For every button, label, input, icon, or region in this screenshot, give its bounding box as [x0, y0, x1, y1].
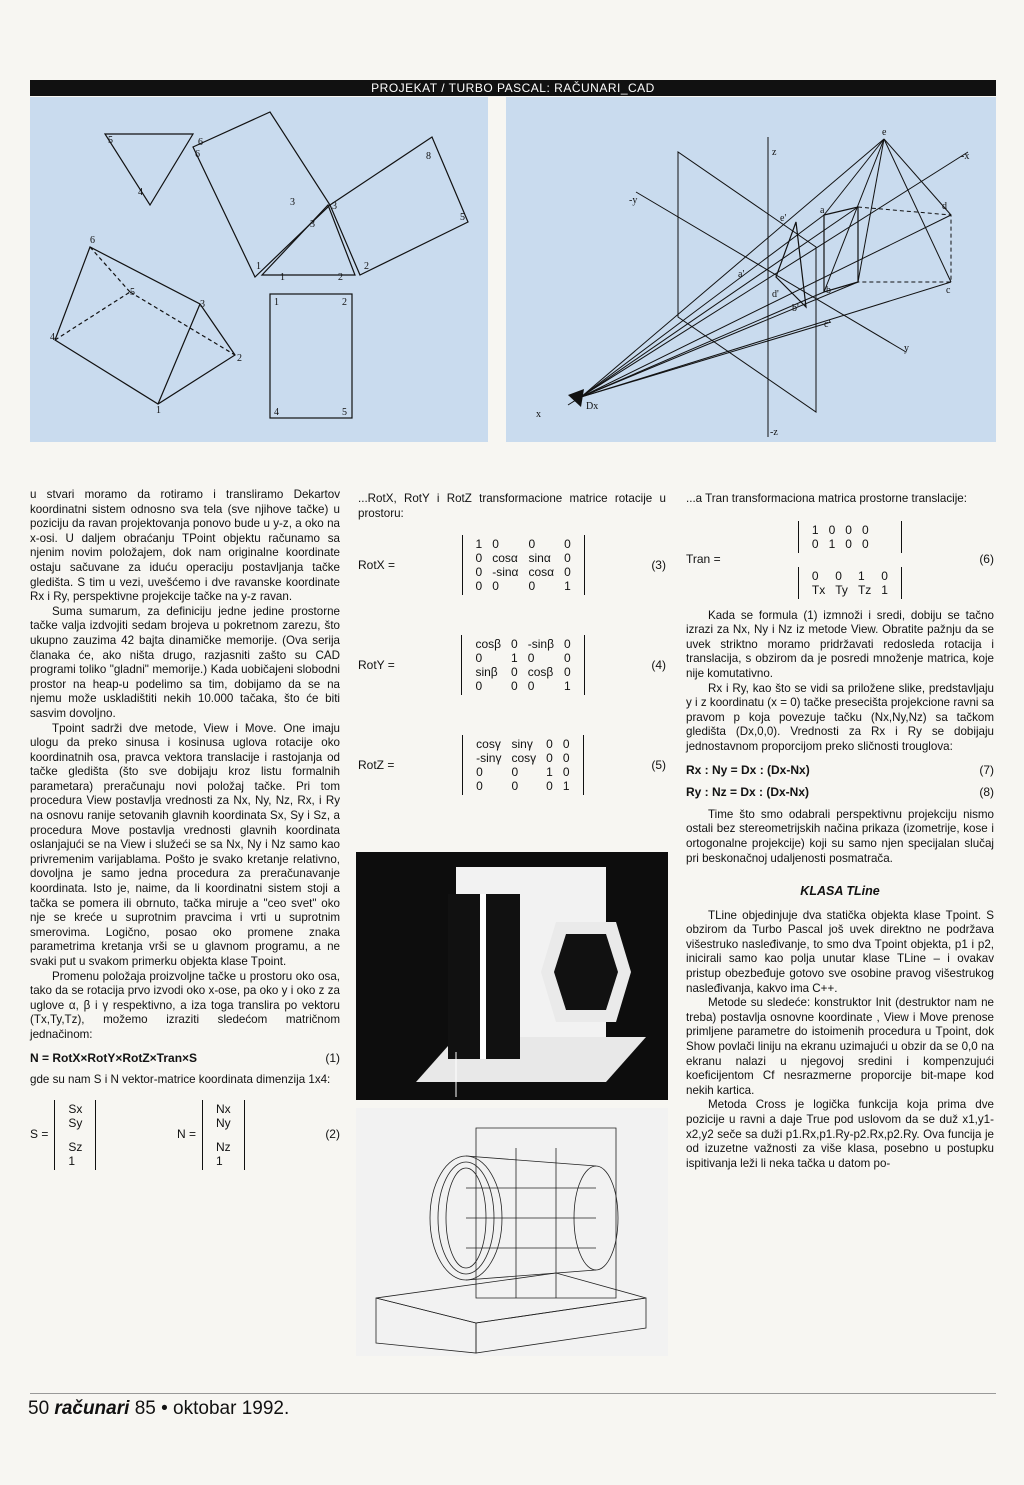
matrix-cell: cosβ: [527, 665, 554, 680]
matrix-cell: 0: [476, 765, 483, 780]
fig1-label: 4: [274, 407, 279, 418]
fig2-label: z: [772, 147, 777, 158]
matrix-cell: 0: [563, 637, 571, 652]
fig2-label: x: [536, 409, 541, 420]
matrix-cell: 0: [564, 565, 571, 580]
matrix-label: S =: [30, 1127, 49, 1142]
matrix-cell: 0: [562, 765, 570, 780]
prism-outline: [55, 247, 235, 404]
matrix-cell: 0: [511, 779, 519, 794]
fig1-label: 8: [426, 151, 431, 162]
matrix-cell: 0: [511, 679, 518, 694]
paragraph: Rx i Ry, kao što se vidi sa priložene slike, predstavljaju y i z koordinatu (x = 0) tačke presecišta projekcione ravni sa pravom p koja povezuje tačku (Nx,Ny,Nz) sa tačkom gledišta (Dx,0,0). Vrednosti za Rx i Ry se dobijaju jednostavnom proporcijom preko sličnosti trouglova:: [686, 681, 994, 753]
matrix-cell: 0: [511, 637, 518, 652]
fig1-label: 4: [138, 187, 143, 198]
fig1-label: 1: [280, 272, 285, 283]
equation-number: (5): [651, 757, 666, 772]
fig1-label: 3: [290, 197, 295, 208]
matrix-cell: cosγ: [511, 751, 537, 766]
paragraph: gde su nam S i N vektor-matrice koordinata dimenzija 1x4:: [30, 1073, 331, 1087]
equation-1: [30, 1051, 340, 1066]
fig2-label: b': [792, 303, 799, 314]
paragraph: Suma sumarum, za definiciju jedne jedine prostorne tačke valja izdvojiti sedam brojeva u pokretnom zarezu, što ukupno zauzima 42 bajta dinamičke memorije. (Ova serija članaka će, ako ništa drugo, razjasniti zašto su CAD programi toliko "gladni" memorije.) Kada uobičajeni slobodni prostor na heap-u podelimo sa tim, dobijamo da se na njemu može uskladištiti nekih 10.000 tačaka, što će biti sasvim dovoljno.: [30, 604, 340, 720]
matrix-cell: 1: [216, 1153, 223, 1168]
matrix-cell: 1: [562, 779, 570, 794]
matrix-cell: 0: [811, 536, 819, 551]
fig1-label: 6: [90, 235, 95, 246]
matrix-cell: Nz: [216, 1139, 231, 1154]
fig1-label: 2: [338, 272, 343, 283]
matrix-cell: 1: [68, 1153, 76, 1168]
column-1: [30, 488, 340, 1178]
matrix-cell: 0: [845, 536, 852, 551]
matrix-cell: Tz: [857, 582, 872, 597]
paragraph: ...a Tran transformaciona matrica prostorne translacije:: [686, 492, 967, 505]
matrix-cell: sinβ: [475, 665, 498, 680]
fig1-label: 5: [460, 212, 465, 223]
equation-number: (7): [979, 762, 994, 777]
matrix-cell: 0: [546, 751, 553, 766]
matrix-cell: 0: [546, 779, 553, 794]
fig1-label: 6: [198, 137, 203, 148]
matrix-cell: 1: [828, 536, 836, 551]
fig1-label: 5: [342, 407, 347, 418]
matrix-cell: Nx: [216, 1101, 231, 1116]
rectangle-bottom: [270, 294, 352, 418]
matrix-rotz: [462, 735, 583, 795]
matrix-cell: 0: [861, 522, 869, 537]
section-heading: KLASA TLine: [800, 884, 880, 899]
matrix-tran-bottom: [798, 567, 902, 599]
paragraph: ...RotX, RotY i RotZ transformacione matrice rotacije u prostoru:: [358, 492, 666, 520]
matrix-cell: 0: [527, 679, 535, 694]
fig2-label: a: [820, 205, 825, 216]
fig2-label: d: [942, 201, 947, 212]
fig1-label: 3: [310, 219, 315, 230]
paragraph: Time što smo odabrali perspektivnu projekciju nismo ostali bez stereometrijskih načina prikaza (izometrije, kose i ortogonalne projekcije) koji su samo njen specijalan slučaj pri beskonačnoj udaljenosti posmatrača.: [686, 807, 994, 865]
matrix-cell: 1: [881, 582, 888, 597]
matrix-cell: Sz: [68, 1139, 83, 1154]
matrix-cell: 0: [476, 779, 483, 794]
paragraph: u stvari moramo da rotiramo i transliramo Dekartov koordinatni sistem odnosno sva tela (sve njihove tačke) u poziciju da ravan projektovanja ponovo bude u y-z, a oko na x-osi. U daljem obraćanju TPoint objektu računamo sa njenim novim položajem, dok nam originalne koordinate ostaju sačuvane za iduću operaciju postavljanja tačke gledišta. S tim u vezi, uvešćemo i dve ravanske koordinate Rx i Ry, perspektivne projekcije tačke na y-z ravan.: [30, 488, 340, 604]
running-header: PROJEKAT / TURBO PASCAL: RAČUNARI_CAD: [30, 80, 996, 96]
fig1-label: 2: [237, 353, 242, 364]
issue-number: 85: [134, 1398, 156, 1419]
matrix-cell: 0: [861, 536, 869, 551]
matrix-cell: 1: [511, 651, 518, 666]
footer-rule: [30, 1393, 996, 1394]
matrix-cell: cosβ: [475, 637, 502, 652]
matrix-cell: Ty: [835, 582, 848, 597]
equation-4: [358, 635, 666, 695]
triangle-middle: [262, 205, 355, 275]
unfolded-prism-drawing: [30, 97, 488, 442]
fig2-label: Dx: [586, 401, 599, 412]
page-footer: [28, 1398, 289, 1420]
matrix-cell: -sinγ: [476, 751, 502, 766]
fig1-label: 6: [195, 149, 200, 160]
fig2-label: y: [904, 343, 909, 354]
matrix-cell: 0: [563, 665, 571, 680]
equation-3: [358, 535, 666, 595]
matrix-cell: 1: [564, 579, 571, 594]
matrix-cell: -sinα: [492, 565, 519, 580]
paragraph: Kada se formula (1) izmnoži i sredi, dobiju se tačno izrazi za Nx, Ny i Nz iz metode View. Obratite pažnju da se uvek striktno moramo pridržavati redosleda rotacija i translacija, s obzirom da je posredi množenje matrica, koje nije komutativno.: [686, 608, 994, 680]
matrix-cell: 0: [528, 579, 536, 594]
matrix-label: RotX =: [358, 557, 396, 572]
matrix-label: RotY =: [358, 657, 395, 672]
matrix-cell: 0: [475, 651, 483, 666]
fig1-label: 1: [156, 405, 161, 416]
equation-text: N = RotX×RotY×RotZ×Tran×S: [30, 1050, 198, 1065]
matrix-cell: 0: [475, 679, 483, 694]
equation-number: (8): [979, 785, 994, 800]
fig2-label: e: [882, 127, 887, 138]
equation-number: (4): [651, 657, 666, 672]
page-number: 50: [28, 1398, 50, 1419]
matrix-cell: cosα: [492, 551, 518, 566]
equation-6: [686, 521, 994, 599]
matrix-cell: 0: [845, 522, 852, 537]
matrix-S: [54, 1100, 96, 1170]
matrix-cell: 0: [881, 568, 888, 583]
column-2: [358, 492, 666, 803]
matrix-cell: 1: [857, 568, 865, 583]
fig1-label: 5: [130, 287, 135, 298]
matrix-roty: [461, 635, 584, 695]
matrix-cell: 1: [546, 765, 553, 780]
matrix-N: [202, 1100, 245, 1170]
matrix-cell: 0: [564, 551, 571, 566]
fig1-label: 1: [256, 261, 261, 272]
matrix-cell: 0: [562, 737, 570, 752]
matrix-cell: 0: [835, 568, 842, 583]
figure-perspective-projection: [506, 97, 996, 442]
matrix-cell: 0: [475, 551, 483, 566]
matrix-cell: 0: [562, 751, 570, 766]
matrix-label: N =: [177, 1127, 197, 1142]
paragraph: Promenu položaja proizvoljne tačke u prostoru oko osa, tako da se rotacija prvo izvodi oko x-ose, pa oko y i oko z za uglove α, β i γ respektivno, a iza toga translira po vektoru (Tx,Ty,Tz), možemo izraziti sledećom matričnom jednačinom:: [30, 969, 340, 1041]
fig1-label: 5: [108, 135, 113, 146]
matrix-label: RotZ =: [358, 757, 395, 772]
fig2-label: d': [772, 289, 779, 300]
figure-unfolded-prism: [30, 97, 488, 442]
matrix-cell: sinγ: [511, 737, 533, 752]
fig1-label: 1: [274, 297, 279, 308]
rendered-solid-image: [356, 852, 668, 1100]
equation-number: (1): [325, 1050, 340, 1065]
fig2-label: -x: [961, 151, 970, 162]
fig1-label: 4: [50, 332, 55, 343]
magazine-name: računari: [54, 1398, 130, 1419]
fig2-label: c: [946, 285, 951, 296]
fig2-label: b: [826, 285, 831, 296]
matrix-cell: Ny: [216, 1115, 231, 1130]
matrix-cell: -sinβ: [527, 637, 554, 652]
matrix-cell: 0: [492, 537, 499, 552]
paragraph: Tpoint sadrži dve metode, View i Move. One imaju ulogu da preko sinusa i kosinusa uglova rotacije oko koordinatnih osa, pravca vektora translacije i rastojanja od tačke gledišta (što sve dobijaju kroz listu formalnih parametara) preračunaju novi položaj tačke. Pri tom procedura View postavlja vrednosti za Nx, Ny, Nz, Rx, i Ry na osnovu ranije setovanih glavnih koordinata Sx, Sy i Sz, a procedura Move postavlja vrednosti glavnih koordinata oslanjajući se na View i služeći se sa Nx, Ny i Nz samo kao privremenim varijablama. Pošto je svako kretanje relativno, dovoljna je samo jedna procedura za preračunavanje koordinata. Isto je, naime, da li koordinatni sistem stoji a tačka se pomera ili obrnuto, tačka miruje a "ceo svet" oko nje se kreće u suprotnim pravcima i vrti u suprotnim smerovima. Logično, posao oko promene znaka parametrima kretanja vrši se u glavnom programu, a ne svaki put u svakom primerku objekta klase Tpoint.: [30, 721, 340, 968]
matrix-cell: 0: [511, 665, 518, 680]
matrix-rotx: [462, 535, 585, 595]
equation-text: Ry : Nz = Dx : (Dx-Nx): [686, 785, 810, 800]
equation-8: [686, 785, 994, 800]
matrix-cell: cosα: [528, 565, 555, 580]
matrix-label: Tran =: [686, 552, 721, 567]
matrix-cell: 0: [528, 537, 536, 552]
triangle-top-left: [105, 134, 193, 205]
matrix-cell: 0: [475, 565, 483, 580]
matrix-tran-top: [798, 521, 902, 553]
fig2-label: -z: [770, 427, 778, 438]
bullet: •: [161, 1398, 168, 1419]
matrix-cell: 1: [811, 522, 819, 537]
matrix-cell: 0: [563, 651, 571, 666]
equation-number: (2): [325, 1127, 340, 1142]
matrix-cell: 0: [511, 765, 519, 780]
matrix-cell: 0: [564, 537, 571, 552]
equation-text: Rx : Ny = Dx : (Dx-Nx): [686, 762, 810, 777]
matrix-cell: 0: [546, 737, 553, 752]
equation-number: (6): [979, 552, 994, 567]
equation-7: [686, 763, 994, 778]
paragraph: Metode su sledeće: konstruktor Init (destruktor nam ne treba) postavlja osnovne koordinate , View i Move prenose primljene parametre do istoimenih procedura u Tpoint, dok Show povlači liniju na ekranu uzimajući u obzir da se 0,0 na ekranu nalazi u njegovoj sredini i kompenzujući koeficijentom Cf nesrazmerne proporcije bit-mape kod nekih kartica.: [686, 996, 994, 1097]
matrix-cell: Sx: [68, 1101, 83, 1116]
issue-date: oktobar 1992.: [173, 1398, 290, 1419]
fig1-label: 3: [200, 299, 205, 310]
matrix-cell: sinα: [528, 551, 551, 566]
fig1-label: 2: [364, 261, 369, 272]
paragraph: Metoda Cross je logička funkcija koja prima dve pozicije u ravni a daje True pod uslovom da se duž x1,y1-x2,y2 seče sa duži p1.Rx,p1.Ry-p2.Rx,p2.Ry. Ova funcija je od izuzetne važnosti za više klasa, posebno u postupku ispitivanja leži li neka tačka u datom po-: [686, 1098, 994, 1170]
matrix-cell: 1: [563, 679, 571, 694]
matrix-cell: Sy: [68, 1115, 83, 1130]
quad-left: [193, 112, 330, 277]
matrix-cell: Tx: [811, 582, 826, 597]
fig2-label: a': [738, 269, 745, 280]
fig1-label: 2: [342, 297, 347, 308]
fig2-label: e': [780, 213, 787, 224]
perspective-drawing: [506, 97, 996, 442]
matrix-cell: 1: [475, 537, 483, 552]
equation-5: [358, 735, 666, 795]
matrix-cell: 0: [527, 651, 535, 666]
equation-2: [30, 1100, 340, 1170]
fig2-label: -y: [629, 195, 638, 206]
quad-right: [330, 137, 468, 275]
fig2-label: c': [824, 319, 831, 330]
column-3: [686, 492, 994, 1171]
eye-icon: [568, 389, 584, 407]
projection-plane: [678, 152, 816, 412]
fig1-label: 3: [332, 201, 337, 212]
wireframe-solid-image: [356, 1108, 668, 1356]
matrix-cell: cosγ: [476, 737, 501, 752]
matrix-cell: 0: [828, 522, 836, 537]
matrix-cell: 0: [475, 579, 483, 594]
equation-number: (3): [651, 557, 666, 572]
matrix-cell: 0: [811, 568, 819, 583]
paragraph: TLine objedinjuje dva statička objekta klase Tpoint. S obzirom da Turbo Pascal još uvek direktno ne podržava višestruko nasleđivanje, to smo dva Tpoint objekta, p1 i p2, inicirali samo kao polja unutar klase TLine – i ovakav pristup obezbeđuje gotovo sve osobine pravog višestrukog nasleđivanja, kakvo ima C++.: [686, 908, 994, 995]
matrix-cell: 0: [492, 579, 499, 594]
